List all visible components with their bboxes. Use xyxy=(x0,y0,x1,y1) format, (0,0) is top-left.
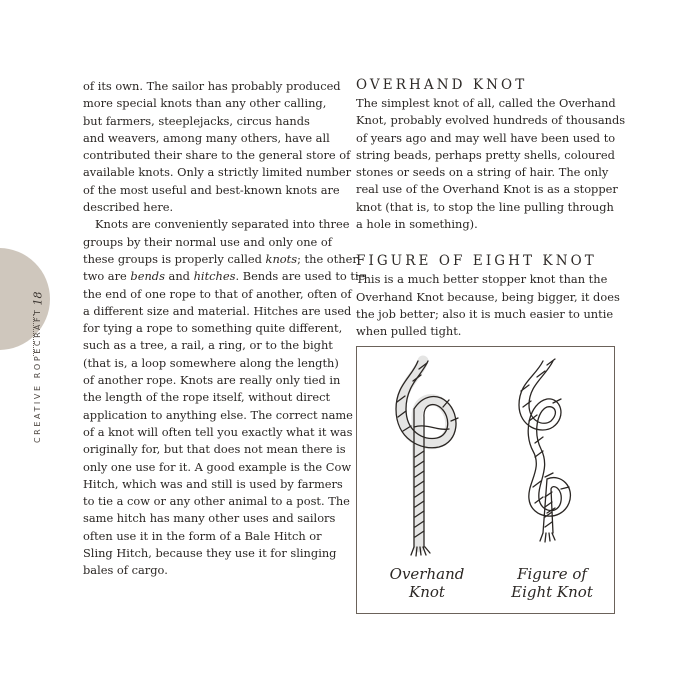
figure-eight-heading: FIGURE OF EIGHT KNOT xyxy=(356,253,597,270)
text-line: more special knots than any other calling, xyxy=(83,96,327,111)
text-run: ; the other xyxy=(297,251,358,266)
running-head: CREATIVE ROPECRAFT xyxy=(33,307,42,443)
text-line: and weavers, among many others, have all xyxy=(83,130,330,145)
text-line: of years ago and may well have been used to xyxy=(356,130,616,145)
text-line: string beads, perhaps pretty shells, coloured xyxy=(356,147,615,162)
overhand-knot-drawing xyxy=(396,361,458,556)
text-line: Knot, probably evolved hundreds of thousands xyxy=(356,113,626,128)
text-line: of a knot will often tell you exactly what it was xyxy=(83,424,353,439)
text-line: same hitch has many other uses and sailors xyxy=(83,511,336,526)
text-line: Overhand Knot because, being bigger, it does xyxy=(356,289,620,304)
text-line: bales of cargo. xyxy=(83,563,168,578)
text-line: such as a tree, a rail, a ring, or to the bight xyxy=(83,338,333,353)
figure-eight-section xyxy=(356,252,618,340)
text-line: of its own. The sailor has probably produced xyxy=(83,79,341,93)
text-line xyxy=(83,268,366,285)
left-column xyxy=(83,78,366,580)
text-line: real use of the Overhand Knot is as a stopper xyxy=(356,182,618,197)
text-line: the job better; also it is much easier to untie xyxy=(356,306,614,321)
text-line: described here. xyxy=(83,200,174,215)
text-line xyxy=(83,251,358,268)
term-bends: bends xyxy=(130,269,165,284)
term-knots: knots xyxy=(265,251,298,266)
text-line: knot (that is, to stop the line pulling through xyxy=(356,199,614,214)
overhand-caption xyxy=(375,565,479,601)
text-line: a hole in something). xyxy=(356,217,478,232)
paragraph-2 xyxy=(83,216,366,579)
text-line: but farmers, steeplejacks, circus hands xyxy=(83,113,310,128)
overhand-heading: OVERHAND KNOT xyxy=(356,77,528,93)
text-line: the length of the rope itself, without direct xyxy=(83,390,331,405)
caption-line: Eight Knot xyxy=(511,583,593,601)
text-line: originally for, but that does not mean there is xyxy=(83,442,346,457)
knot-illustration xyxy=(356,346,615,614)
text-line: groups by their normal use and only one of xyxy=(83,234,332,249)
text-line: the end of one rope to that of another, often of xyxy=(83,286,352,301)
text-line: application to anything else. The correct name xyxy=(83,407,353,422)
text-line: when pulled tight. xyxy=(356,324,462,339)
text-line: (that is, a loop somewhere along the length) xyxy=(83,355,339,370)
text-run: . Bends are used to tie xyxy=(235,269,366,284)
text-line: for tying a rope to something quite different, xyxy=(83,321,343,336)
text-line: This is a much better stopper knot than the xyxy=(356,272,608,287)
text-line: Sling Hitch, because they use it for slinging xyxy=(83,546,337,561)
text-line: Hitch, which was and still is used by farmers xyxy=(83,476,343,491)
right-column xyxy=(356,76,626,341)
text-run: these groups is properly called xyxy=(83,251,266,266)
text-line: of another rope. Knots are really only tied in xyxy=(83,373,341,388)
paragraph-1 xyxy=(83,78,352,216)
text-line: stones or seeds on a string of hair. The only xyxy=(356,165,609,180)
text-run: two are xyxy=(83,269,131,284)
text-line: a different size and material. Hitches are used xyxy=(83,303,352,318)
text-line: The simplest knot of all, called the Overhand xyxy=(356,96,616,110)
caption-line: Figure of xyxy=(517,565,587,583)
text-line: available knots. Only a strictly limited number xyxy=(83,165,352,180)
text-line: only one use for it. A good example is the Cow xyxy=(83,459,352,474)
caption-line: Knot xyxy=(409,583,445,601)
text-line: often use it in the form of a Bale Hitch or xyxy=(83,528,322,543)
term-hitches: hitches xyxy=(193,269,236,284)
figure-eight-knot-drawing xyxy=(519,359,570,542)
figure-eight-caption xyxy=(497,565,607,601)
text-line: Knots are conveniently separated into three xyxy=(95,217,350,232)
text-line: to tie a cow or any other animal to a post. The xyxy=(83,494,350,509)
text-line: contributed their share to the general store of xyxy=(83,148,351,163)
page-number: 18 xyxy=(31,291,45,306)
text-run: and xyxy=(164,269,194,284)
text-line: of the most useful and best-known knots are xyxy=(83,182,340,197)
caption-line: Overhand xyxy=(389,565,465,583)
overhand-section xyxy=(356,76,626,233)
